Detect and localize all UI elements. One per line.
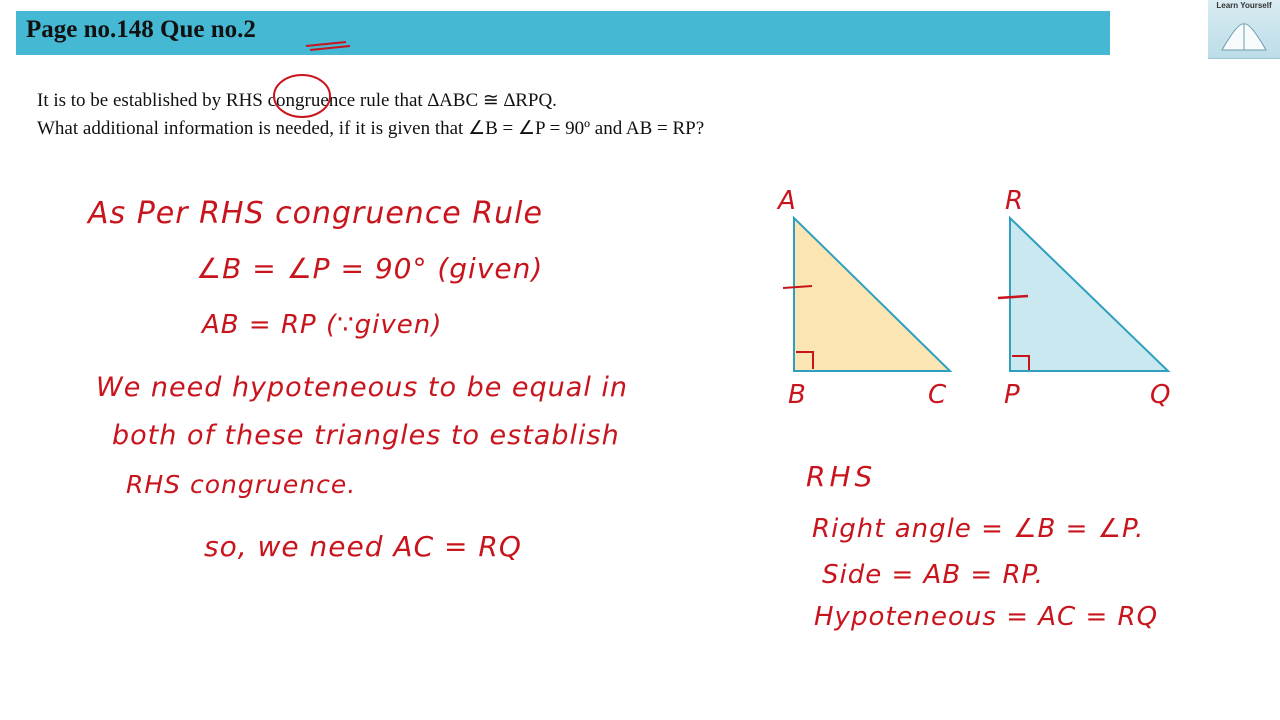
vertex-label-p: P [1004,380,1021,410]
vertex-label-a: A [778,186,797,216]
summary-title: RHS [806,460,877,493]
triangle-rpq [1010,218,1168,371]
vertex-label-q: Q [1150,380,1172,410]
solution-paragraph-1: We need hypoteneous to be equal in [96,372,629,403]
logo-text: Learn Yourself [1216,1,1272,10]
solution-paragraph-3: RHS congruence. [126,470,357,499]
solution-side-line: AB = RP (∵given) [202,310,443,340]
solution-heading: As Per RHS congruence Rule [88,196,543,231]
summary-side: Side = AB = RP. [822,560,1044,590]
vertex-label-c: C [928,380,948,410]
solution-paragraph-2: both of these triangles to establish [112,420,620,451]
solution-conclusion: so, we need AC = RQ [204,530,522,563]
question-line-1: It is to be established by RHS congruence rule that ∆ABC ≅ ∆RPQ. [37,90,557,111]
solution-angle-line: ∠B = ∠P = 90° (given) [196,252,544,285]
summary-hypotenuse: Hypoteneous = AC = RQ [814,602,1159,632]
vertex-label-b: B [788,380,807,410]
vertex-label-r: R [1005,186,1025,216]
question-line-2: What additional information is needed, if it is given that ∠B = ∠P = 90º and AB = RP? [37,118,705,139]
summary-right-angle: Right angle = ∠B = ∠P. [812,514,1145,544]
triangle-abc [794,218,950,371]
page-title: Page no.148 Que no.2 [26,16,256,43]
